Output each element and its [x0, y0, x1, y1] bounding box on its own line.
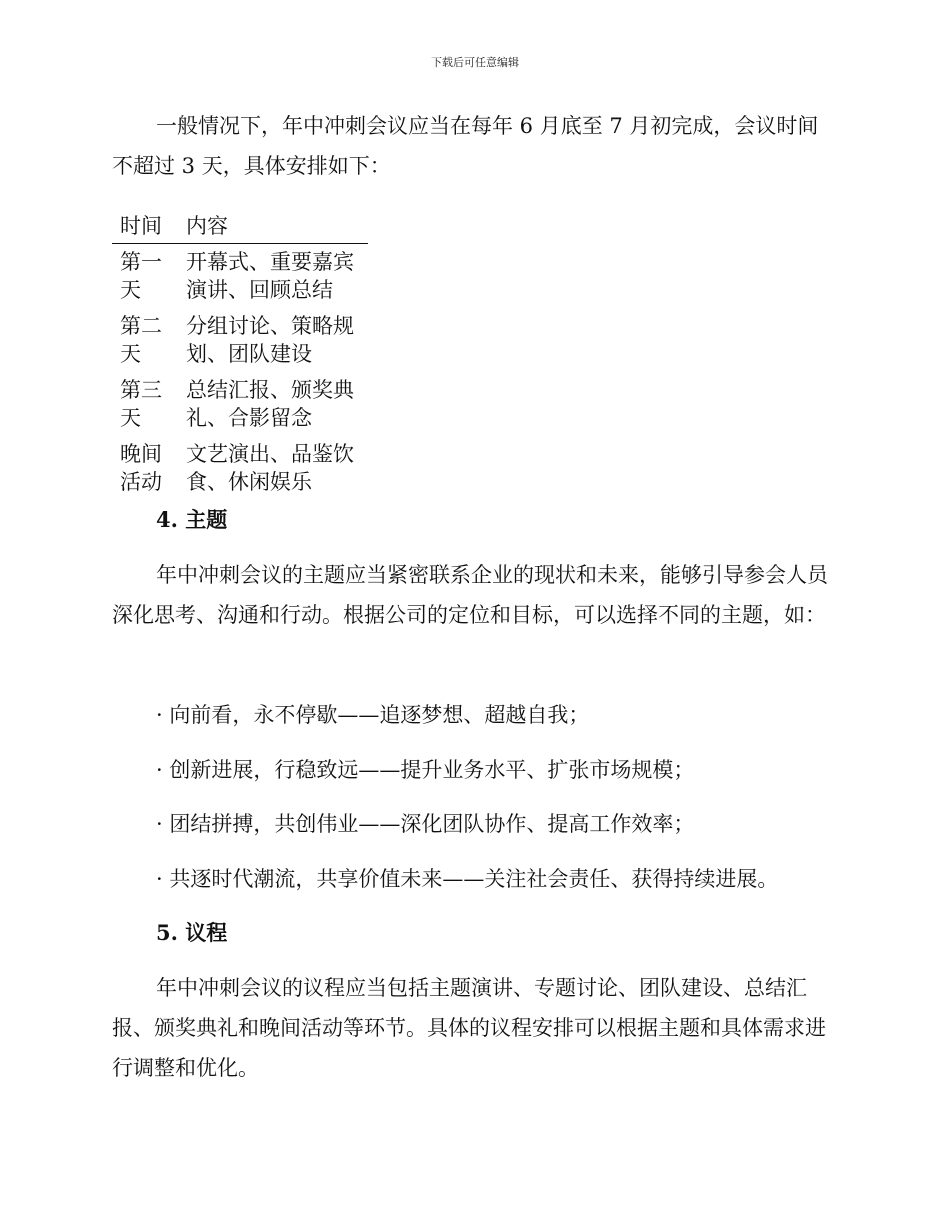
theme-bullet-item: · 共逐时代潮流，共享价值未来——关注社会责任、获得持续进展。	[156, 867, 779, 891]
section-heading-theme: 4. 主题	[156, 507, 228, 532]
schedule-time-cell: 晚间活动	[120, 442, 162, 494]
schedule-header-row	[112, 212, 368, 244]
section-heading-agenda: 5. 议程	[156, 920, 228, 945]
table-row	[112, 372, 368, 436]
schedule-header-time: 时间	[112, 212, 178, 244]
table-row	[112, 436, 368, 500]
theme-bullet-item: · 团结拼搏，共创伟业——深化团队协作、提高工作效率；	[156, 812, 695, 836]
agenda-paragraph: 年中冲刺会议的议程应当包括主题演讲、专题讨论、团队建设、总结汇报、颁奖典礼和晚间活动等环节。具体的议程安排可以根据主题和具体需求进行调整和优化。	[112, 976, 826, 1080]
schedule-content-cell: 文艺演出、品鉴饮食、休闲娱乐	[186, 442, 354, 494]
theme-paragraph: 年中冲刺会议的主题应当紧密联系企业的现状和未来，能够引导参会人员深化思考、沟通和行动。根据公司的定位和目标，可以选择不同的主题，如：	[112, 563, 828, 627]
theme-bullet-item: · 创新进展，行稳致远——提升业务水平、扩张市场规模；	[156, 758, 695, 782]
schedule-content-cell: 分组讨论、策略规划、团队建设	[186, 314, 354, 366]
schedule-time-cell: 第一天	[120, 250, 162, 302]
theme-bullet-item: · 向前看，永不停歇——追逐梦想、超越自我；	[156, 703, 590, 727]
schedule-table	[112, 212, 368, 500]
table-row	[112, 244, 368, 309]
page-header: 下载后可任意编辑	[431, 56, 519, 69]
schedule-time-cell: 第三天	[120, 378, 162, 430]
intro-paragraph: 一般情况下，年中冲刺会议应当在每年 6 月底至 7 月初完成，会议时间不超过 3 天，具体安排如下：	[112, 114, 819, 178]
schedule-header-content: 内容	[178, 212, 368, 244]
schedule-time-cell: 第二天	[120, 314, 162, 366]
schedule-content-cell: 开幕式、重要嘉宾演讲、回顾总结	[186, 250, 354, 302]
table-row	[112, 308, 368, 372]
schedule-content-cell: 总结汇报、颁奖典礼、合影留念	[186, 378, 354, 430]
